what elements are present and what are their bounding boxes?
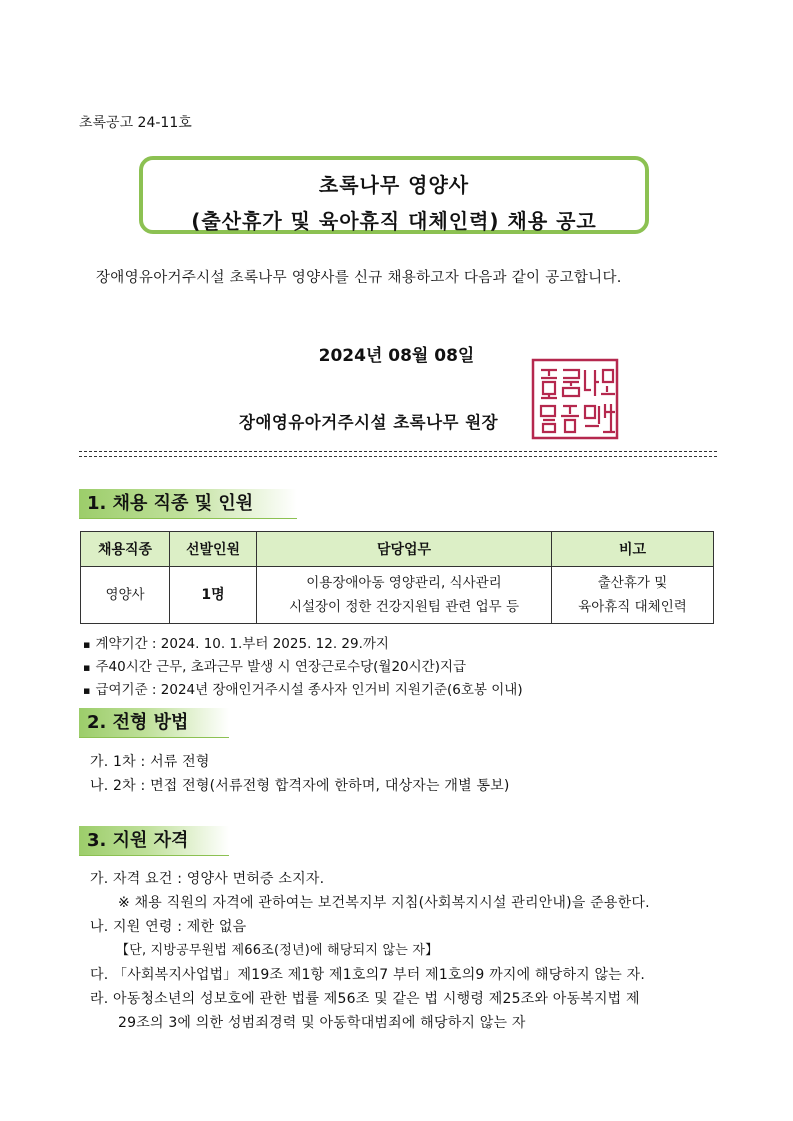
note-cell [552, 567, 714, 624]
section1-heading: 1. 채용 직종 및 인원 [79, 489, 297, 519]
notice-number: 초록공고 24-11호 [79, 115, 192, 131]
selection-list [90, 750, 510, 798]
announcement-date: 2024년 08월 08일 [318, 346, 475, 366]
note-line-1: 출산휴가 및 [597, 575, 668, 591]
list-note: 【단, 지방공무원법 제66조(정년)에 해당되지 않는 자】 [116, 943, 439, 958]
official-seal-icon [531, 358, 619, 440]
list-item: 나. 2차 : 면접 전형(서류전형 합격자에 한하며, 대상자는 개별 통보) [90, 778, 510, 794]
divider-bottom [79, 456, 717, 457]
duty-line-2: 시설장이 정한 건강지원팀 관련 업무 등 [288, 599, 520, 615]
list-item: 다. 「사회복지사업법」제19조 제1항 제1호의7 부터 제1호의9 까지에 해당하지 않는 자. [90, 967, 646, 983]
note-line-2: 육아휴직 대체인력 [578, 599, 687, 615]
section2-heading: 2. 전형 방법 [79, 708, 229, 738]
job-cell: 영양사 [81, 567, 170, 624]
list-item-continued: 29조의 3에 의한 성범죄경력 및 아동학대범죄에 해당하지 않는 자 [118, 1015, 526, 1031]
bullet-salary: ▪ 급여기준 : 2024년 장애인거주시설 종사자 인거비 지원기준(6호봉 이내) [83, 679, 523, 702]
title-line-2: (출산휴가 및 육아휴직 대체인력) 채용 공고 [191, 209, 597, 233]
table-header: 담당업무 [257, 532, 552, 567]
list-item: 나. 지원 연령 : 제한 없음 [90, 919, 247, 935]
director-name: 장애영유아거주시설 초록나무 원장 [239, 413, 499, 432]
recruitment-table [80, 531, 714, 624]
table-header: 선발인원 [170, 532, 257, 567]
condition-bullets [83, 633, 523, 702]
list-item: 가. 1차 : 서류 전형 [90, 754, 210, 770]
section3-heading: 3. 지원 자격 [79, 826, 229, 856]
duty-cell [257, 567, 552, 624]
table-row [81, 567, 714, 624]
bullet-work-hours: ▪ 주40시간 근무, 초과근무 발생 시 연장근로수당(월20시간)지급 [83, 656, 523, 679]
qualification-list [90, 867, 720, 1035]
list-note: ※ 채용 직원의 자격에 관하여는 보건복지부 지침(사회복지시설 관리안내)을 준용한다. [118, 895, 650, 911]
title-line-1: 초록나무 영양사 [318, 173, 470, 197]
list-item: 가. 자격 요건 : 영양사 면허증 소지자. [90, 871, 325, 887]
table-header-row [81, 532, 714, 567]
table-header: 비고 [552, 532, 714, 567]
list-item: 라. 아동청소년의 성보호에 관한 법률 제56조 및 같은 법 시행령 제25조와 아동복지법 제 [90, 991, 640, 1007]
intro-paragraph: 장애영유아거주시설 초록나무 영양사를 신규 채용하고자 다음과 같이 공고합니다. [96, 270, 622, 286]
title-box [139, 156, 649, 234]
bullet-contract-period: ▪ 계약기간 : 2024. 10. 1.부터 2025. 12. 29.까지 [83, 633, 523, 656]
divider-top [79, 451, 717, 452]
table-header: 채용직종 [81, 532, 170, 567]
duty-line-1: 이용장애아동 영양관리, 식사관리 [306, 575, 502, 591]
count-cell: 1명 [170, 567, 257, 624]
